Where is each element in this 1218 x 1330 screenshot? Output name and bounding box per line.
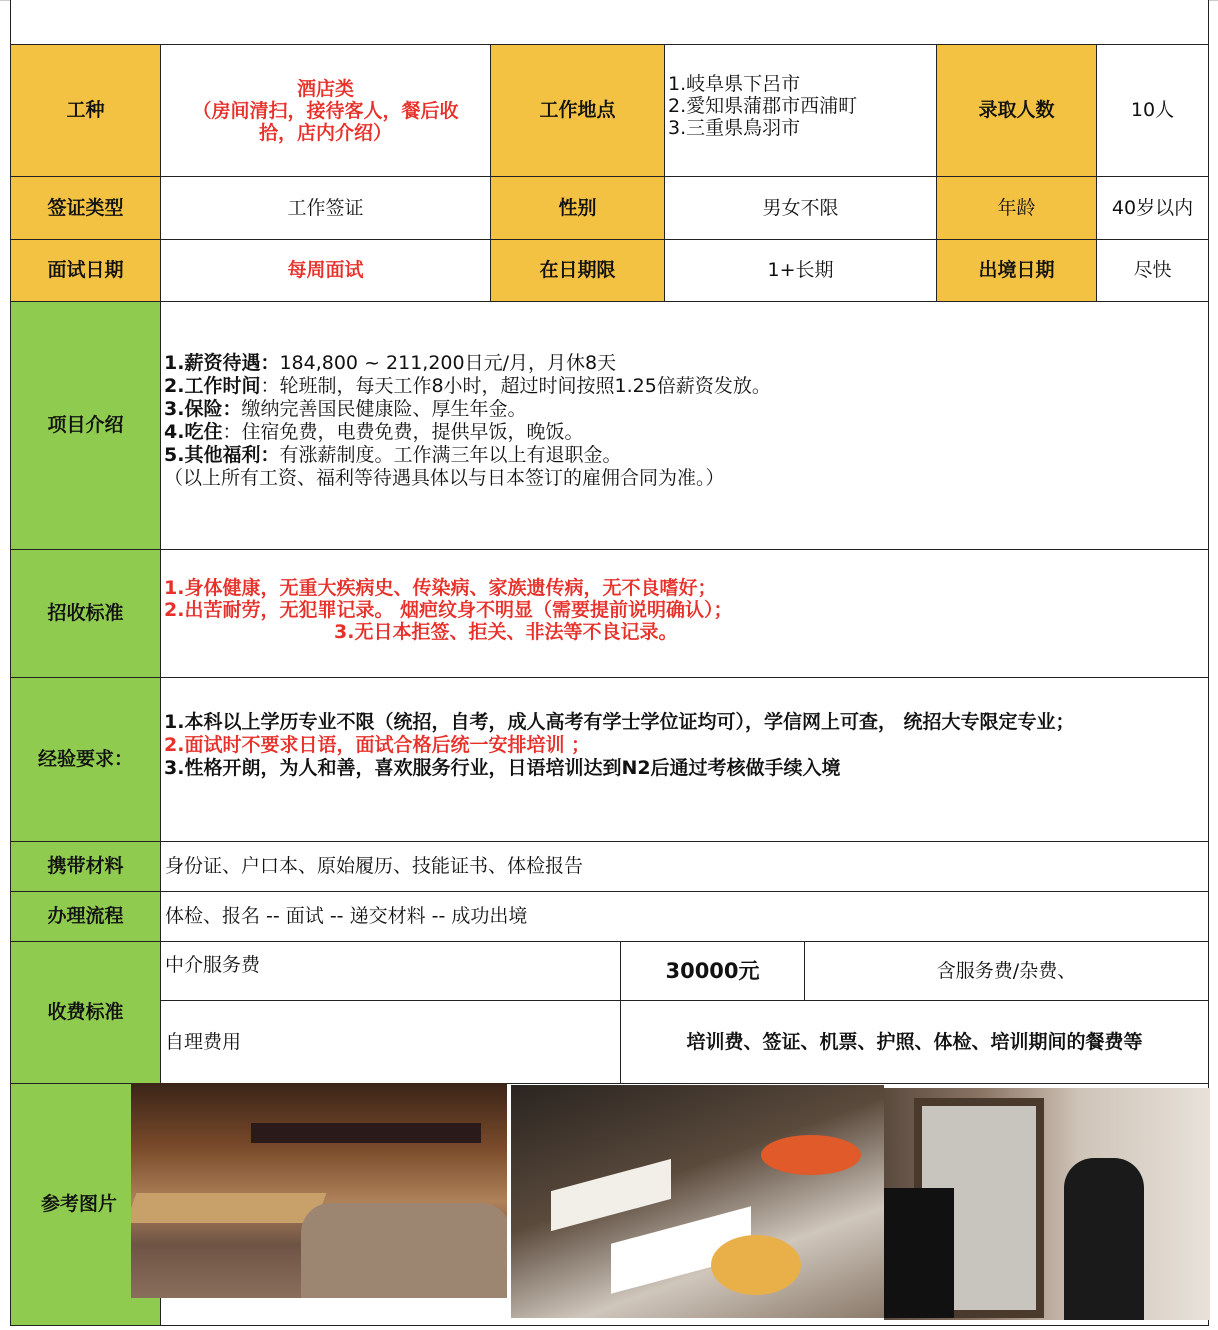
label-headcount: 录取人数: [936, 44, 1097, 177]
standard-line: 3.无日本拒签、拒关、非法等不良记录。: [334, 621, 678, 643]
intro-value: 缴纳完善国民健康险、厚生年金。: [241, 398, 527, 420]
experience-content: [160, 677, 1209, 842]
experience-line: 1.本科以上学历专业不限（统招，自考，成人高考有学士学位证均可），学信网上可查， 统招大专限定专业；: [164, 711, 1075, 733]
intro-line: [164, 421, 583, 444]
label-standard: 招收标准: [10, 549, 161, 678]
headcount-value: 10人: [1096, 44, 1209, 177]
label-age: 年龄: [936, 176, 1097, 240]
intro-line: [164, 375, 771, 398]
intro-key: 5.其他福利：: [164, 444, 280, 466]
intro-line: [164, 398, 526, 421]
intro-line: [164, 444, 621, 467]
housekeeping-photo: [884, 1088, 1210, 1320]
blank-top-row: [10, 0, 1209, 45]
intro-value: ：住宿免费，电费免费，提供早饭，晚饭。: [222, 421, 584, 443]
restaurant-photo: [131, 1083, 507, 1298]
job-type-value: [160, 44, 491, 177]
intro-key: 3.保险：: [164, 398, 242, 420]
job-type-line: 酒店类: [296, 77, 354, 100]
location-line: 1.岐阜県下呂市: [668, 73, 801, 95]
label-gender: 性别: [490, 176, 665, 240]
job-type-line: （房间清扫，接待客人，餐后收: [192, 99, 459, 122]
standard-line: 2.出苦耐劳，无犯罪记录。 烟疤纹身不明显（需要提前说明确认）；: [164, 599, 733, 621]
intro-line: [164, 352, 616, 375]
gender-value: 男女不限: [664, 176, 937, 240]
age-value: 40岁以内: [1096, 176, 1209, 240]
intro-value: 有涨薪制度。工作满三年以上有退职金。: [279, 444, 622, 466]
label-process: 办理流程: [10, 891, 161, 942]
location-value: [664, 44, 937, 177]
label-term: 在日期限: [490, 239, 665, 302]
intro-value: 184,800 ~ 211,200日元/月，月休8天: [279, 352, 617, 374]
visa-value: 工作签证: [160, 176, 491, 240]
agency-fee-note: 含服务费/杂费、: [804, 941, 1209, 1001]
label-pictures: 参考图片: [10, 1083, 161, 1326]
materials-value: 身份证、户口本、原始履历、技能证书、体检报告: [160, 841, 1209, 892]
intro-line: [164, 467, 725, 490]
location-line: 2.愛知県蒲郡市西浦町: [668, 95, 858, 117]
label-experience: 经验要求：: [10, 677, 161, 842]
intro-key: 1.薪资待遇：: [164, 352, 280, 374]
location-line: 3.三重県鳥羽市: [668, 117, 801, 139]
intro-note: （以上所有工资、福利等待遇具体以与日本签订的雇佣合同为准。）: [164, 467, 725, 489]
process-value: 体检、报名 -- 面试 -- 递交材料 -- 成功出境: [160, 891, 1209, 942]
departure-value: 尽快: [1096, 239, 1209, 302]
intro-value: ：轮班制，每天工作8小时，超过时间按照1.25倍薪资发放。: [260, 375, 771, 397]
intro-key: 4.吃住: [164, 421, 223, 443]
standard-content: [160, 549, 1209, 678]
self-fee-label: 自理费用: [160, 1000, 621, 1084]
standard-line: 1.身体健康，无重大疾病史、传染病、家族遗传病，无不良嗜好；: [164, 577, 717, 599]
buffet-food-photo: [511, 1085, 884, 1318]
label-materials: 携带材料: [10, 841, 161, 892]
label-visa: 签证类型: [10, 176, 161, 240]
label-intro: 项目介绍: [10, 301, 161, 550]
experience-line: 2.面试时不要求日语，面试合格后统一安排培训 ；: [164, 734, 591, 756]
label-job-type: 工种: [10, 44, 161, 177]
intro-key: 2.工作时间: [164, 375, 261, 397]
term-value: 1+长期: [664, 239, 937, 302]
label-location: 工作地点: [490, 44, 665, 177]
self-fee-items: 培训费、签证、机票、护照、体检、培训期间的餐费等: [620, 1000, 1209, 1084]
label-fees: 收费标准: [10, 941, 161, 1084]
label-interview: 面试日期: [10, 239, 161, 302]
agency-fee-amount: 30000元: [620, 941, 805, 1001]
agency-fee-label: 中介服务费: [160, 941, 621, 1001]
intro-content: [160, 301, 1209, 550]
label-departure: 出境日期: [936, 239, 1097, 302]
job-type-line: 拾，店内介绍）: [258, 121, 392, 144]
experience-line: 3.性格开朗，为人和善，喜欢服务行业，日语培训达到N2后通过考核做手续入境: [164, 757, 841, 779]
interview-value: 每周面试: [160, 239, 491, 302]
